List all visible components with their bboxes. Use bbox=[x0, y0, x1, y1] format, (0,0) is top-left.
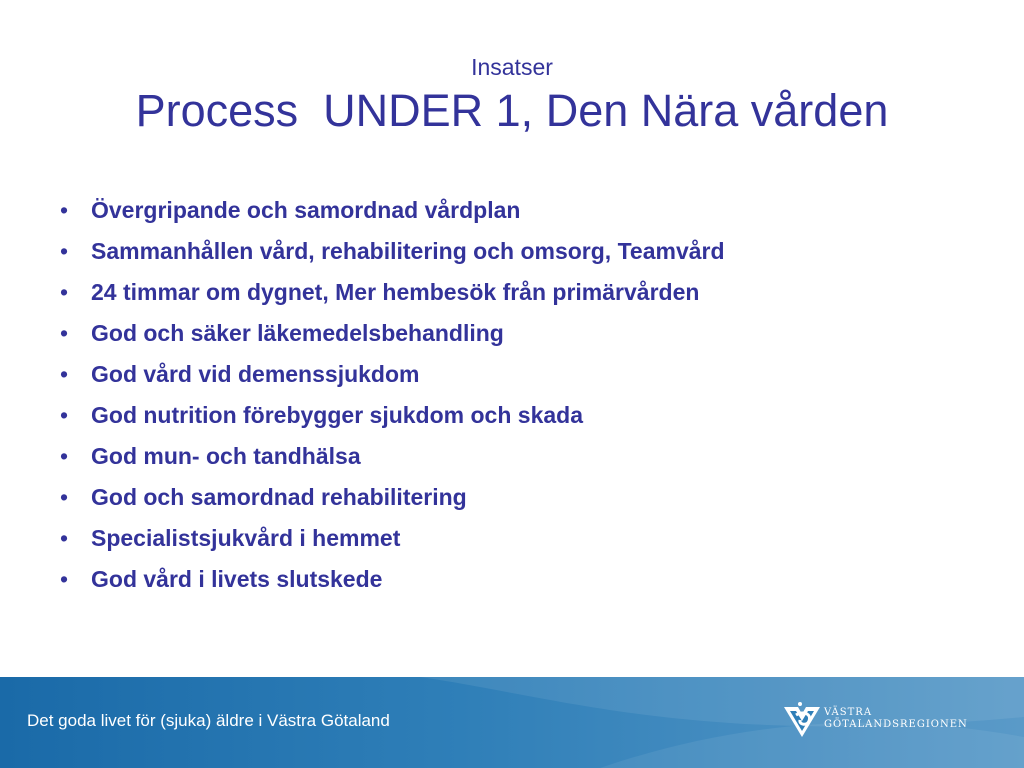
bullet-dot: • bbox=[60, 484, 69, 510]
bullet-text: God mun- och tandhälsa bbox=[91, 443, 361, 469]
vgr-logo-text bbox=[824, 707, 968, 731]
bullet-text: Specialistsjukvård i hemmet bbox=[91, 525, 401, 551]
vgr-logo-line2: GÖTALANDSREGIONEN bbox=[824, 719, 968, 730]
bullet-dot: • bbox=[60, 525, 69, 551]
vgr-logo bbox=[782, 701, 982, 745]
title-block bbox=[0, 52, 1024, 138]
bullet-dot: • bbox=[60, 279, 69, 305]
slide-title: Process UNDER 1, Den Nära vården bbox=[135, 85, 889, 136]
bullet-item bbox=[58, 436, 725, 477]
bullet-item bbox=[58, 559, 725, 600]
bullet-text: God och samordnad rehabilitering bbox=[91, 484, 467, 510]
bullet-item bbox=[58, 395, 725, 436]
bullet-item bbox=[58, 518, 725, 559]
bullet-dot: • bbox=[60, 361, 69, 387]
bullet-item bbox=[58, 190, 725, 231]
footer-text: Det goda livet för (sjuka) äldre i Västra Götaland bbox=[27, 711, 390, 730]
bullet-dot: • bbox=[60, 197, 69, 223]
vgr-logo-mark-icon bbox=[782, 701, 822, 743]
bullet-text: Övergripande och samordnad vårdplan bbox=[91, 197, 521, 223]
vgr-logo-line1: VÄSTRA bbox=[824, 707, 873, 718]
slide-subtitle: Insatser bbox=[471, 54, 553, 80]
bullet-text: 24 timmar om dygnet, Mer hembesök från primärvården bbox=[91, 279, 700, 305]
bullet-text: God och säker läkemedelsbehandling bbox=[91, 320, 504, 346]
bullet-text: Sammanhållen vård, rehabilitering och omsorg, Teamvård bbox=[91, 238, 725, 264]
bullet-item bbox=[58, 231, 725, 272]
bullet-text: God vård i livets slutskede bbox=[91, 566, 383, 592]
bullet-dot: • bbox=[60, 320, 69, 346]
bullet-list bbox=[58, 190, 725, 600]
bullet-dot: • bbox=[60, 443, 69, 469]
bullet-text: God vård vid demenssjukdom bbox=[91, 361, 420, 387]
footer-band bbox=[0, 677, 1024, 768]
bullet-dot: • bbox=[60, 402, 69, 428]
bullet-item bbox=[58, 272, 725, 313]
bullet-dot: • bbox=[60, 238, 69, 264]
bullet-dot: • bbox=[60, 566, 69, 592]
bullet-text: God nutrition förebygger sjukdom och skada bbox=[91, 402, 583, 428]
bullet-item bbox=[58, 313, 725, 354]
bullet-item bbox=[58, 354, 725, 395]
bullet-item bbox=[58, 477, 725, 518]
